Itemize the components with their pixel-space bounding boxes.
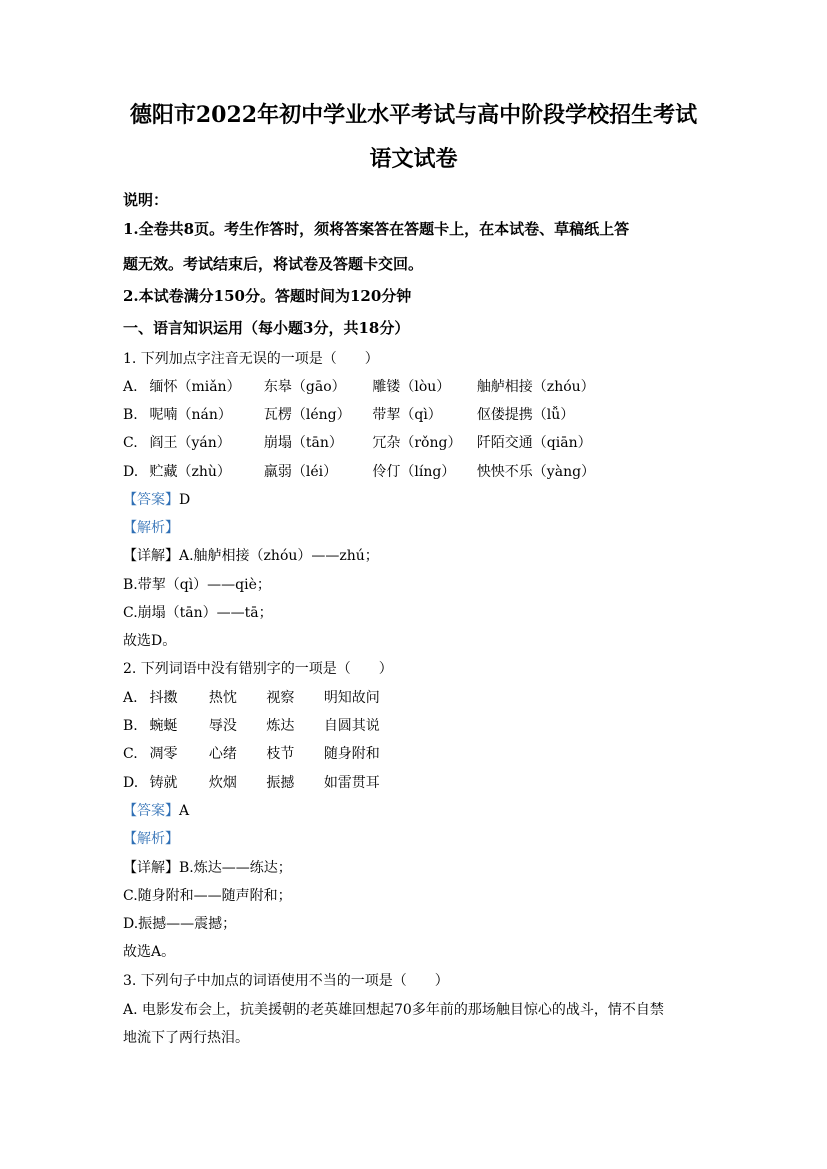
answer-tag: 【答案】 — [123, 803, 179, 819]
option-word: 呢喃（nán） — [149, 407, 232, 423]
option-word: 伛偻提携（lǚ） — [476, 407, 575, 423]
question-1-option-a — [123, 377, 595, 397]
option-label: A. — [123, 690, 138, 706]
notes-item-1-cont: 题无效。考试结束后，将试卷及答题卡交回。 — [123, 255, 424, 273]
option-word: 自圆其说 — [323, 718, 380, 734]
question-3-stem: 3. 下列句子中加点的词语使用不当的一项是（ ） — [123, 973, 449, 989]
question-2-answer — [123, 801, 189, 821]
notes-heading: 说明： — [123, 191, 169, 209]
question-2-detail-1: 【详解】B.炼达——练达； — [123, 860, 292, 876]
answer-value: D — [179, 492, 191, 508]
option-word: 缅怀（miǎn） — [149, 379, 241, 395]
option-word: 雕镂（lòu） — [372, 379, 451, 395]
question-1-detail-3: C.崩塌（tān）——tā； — [123, 605, 273, 621]
option-word: 振撼 — [266, 775, 295, 791]
option-word: 冗杂（rǒng） — [372, 435, 462, 451]
option-word: 明知故问 — [323, 690, 380, 706]
question-2-analysis-tag: 【解析】 — [123, 831, 179, 847]
notes-item-1: 1.全卷共8页。考生作答时，须将答案答在答题卡上，在本试卷、草稿纸上答 — [123, 220, 630, 238]
question-1-option-d — [123, 462, 595, 482]
question-1-analysis-tag: 【解析】 — [123, 520, 179, 536]
option-word: 炼达 — [266, 718, 295, 734]
question-2-stem: 2. 下列词语中没有错别字的一项是（ ） — [123, 661, 393, 677]
option-word: 视察 — [266, 690, 295, 706]
notes-item-2: 2.本试卷满分150分。答题时间为120分钟 — [123, 287, 412, 305]
option-label: C. — [123, 435, 138, 451]
option-label: B. — [123, 718, 138, 734]
question-2-detail-2: C.随身附和——随声附和； — [123, 888, 292, 904]
option-label: A. — [123, 379, 138, 395]
option-label: C. — [123, 746, 138, 762]
answer-value: A — [179, 803, 190, 819]
section-heading: 一、语言知识运用（每小题3分，共18分） — [123, 319, 410, 337]
exam-title: 德阳市2022年初中学业水平考试与高中阶段学校招生考试 — [129, 102, 698, 128]
option-word: 贮藏（zhù） — [149, 464, 231, 480]
option-label: D. — [123, 464, 139, 480]
question-2-conclusion: 故选A。 — [123, 944, 176, 960]
option-word: 舳舻相接（zhóu） — [476, 379, 595, 395]
question-2-option-d — [123, 773, 380, 793]
question-2-detail-3: D.振撼——震撼； — [123, 916, 237, 932]
question-3-option-a-cont: 地流下了两行热泪。 — [123, 1030, 249, 1046]
question-1-answer — [123, 490, 190, 510]
option-word: 心绪 — [208, 746, 237, 762]
option-word: 抖擞 — [149, 690, 178, 706]
option-word: 热忱 — [208, 690, 237, 706]
option-word: 带挈（qì） — [372, 407, 442, 423]
question-1-option-c — [123, 433, 592, 453]
option-label: B. — [123, 407, 138, 423]
option-word: 炊烟 — [208, 775, 237, 791]
option-word: 蜿蜒 — [149, 718, 178, 734]
question-2-option-b — [123, 716, 380, 736]
option-word: 阎王（yán） — [149, 435, 231, 451]
option-label: D. — [123, 775, 139, 791]
option-word: 阡陌交通（qiān） — [476, 435, 592, 451]
option-word: 怏怏不乐（yàng） — [476, 464, 596, 480]
option-word: 随身附和 — [323, 746, 380, 762]
option-word: 瓦楞（léng） — [263, 407, 351, 423]
question-1-detail-1: 【详解】A.舳舻相接（zhóu）——zhú； — [123, 548, 379, 564]
answer-tag: 【答案】 — [123, 492, 179, 508]
question-1-option-b — [123, 405, 574, 425]
question-1-stem: 1. 下列加点字注音无误的一项是（ ） — [123, 351, 379, 367]
question-1-detail-2: B.带挈（qì）——qiè； — [123, 577, 271, 593]
option-word: 凋零 — [149, 746, 178, 762]
option-word: 铸就 — [149, 775, 178, 791]
option-word: 东皋（gāo） — [263, 379, 346, 395]
question-3-option-a: A. 电影发布会上，抗美援朝的老英雄回想起70多年前的那场触目惊心的战斗，情不自禁 — [123, 1002, 664, 1018]
option-word: 辱没 — [208, 718, 237, 734]
option-word: 枝节 — [266, 746, 295, 762]
question-2-option-c — [123, 744, 380, 764]
option-word: 崩塌（tān） — [263, 435, 343, 451]
question-2-option-a — [123, 688, 380, 708]
option-word: 羸弱（léi） — [263, 464, 338, 480]
exam-subtitle: 语文试卷 — [369, 146, 458, 172]
question-1-conclusion: 故选D。 — [123, 633, 177, 649]
option-word: 如雷贯耳 — [323, 775, 380, 791]
option-word: 伶仃（líng） — [372, 464, 456, 480]
